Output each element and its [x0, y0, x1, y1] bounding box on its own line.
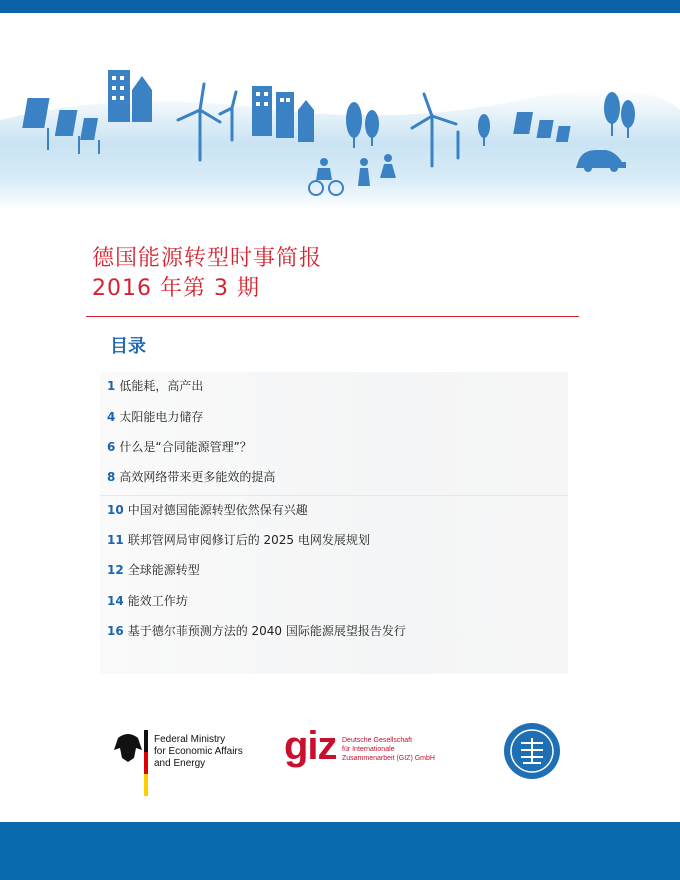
title-divider [86, 316, 579, 317]
bmwi-line: for Economic Affairs [154, 746, 243, 757]
giz-wordmark: giz [284, 724, 337, 768]
toc-page-number: 4 [107, 410, 116, 424]
giz-line: für Internationale [342, 746, 395, 753]
toc-item-label: 中国对德国能源转型依然保有兴趣 [127, 503, 308, 517]
energy-center-seal-icon [503, 722, 561, 780]
bmwi-line: and Energy [154, 758, 206, 769]
toc-item-label: 基于德尔菲预测方法的 2040 国际能源展望报告发行 [127, 624, 406, 638]
bmwi-text [154, 734, 243, 770]
toc-page-number: 16 [107, 624, 124, 638]
toc-heading: 目录 [110, 336, 146, 357]
toc-item-label: 什么是“合同能源管理”？ [119, 440, 252, 454]
newsletter-title: 德国能源转型时事简报 [92, 246, 323, 271]
toc-item-label: 高效网络带来更多能效的提高 [119, 470, 276, 484]
toc-page-number: 11 [107, 533, 124, 547]
toc-item-label: 能效工作坊 [127, 594, 188, 608]
bmwi-logo [108, 728, 243, 800]
toc-separator [100, 495, 568, 496]
bottom-color-bar [0, 822, 680, 880]
giz-line: Deutsche Gesellschaft [342, 737, 413, 744]
top-color-bar [0, 0, 680, 13]
toc-item[interactable] [107, 561, 200, 578]
toc-item[interactable] [107, 531, 370, 548]
toc-page-number: 14 [107, 594, 124, 608]
giz-text [342, 736, 435, 763]
toc-item-label: 全球能源转型 [127, 563, 200, 577]
toc-item[interactable] [107, 408, 203, 425]
toc-item[interactable] [107, 438, 252, 455]
toc-page-number: 12 [107, 563, 124, 577]
bmwi-line: Federal Ministry [154, 734, 226, 745]
toc-page-number: 10 [107, 503, 124, 517]
toc-item[interactable] [107, 622, 406, 639]
giz-line: Zusammenarbeit (GIZ) GmbH [342, 755, 435, 762]
toc-item-label: 低能耗，高产出 [119, 379, 204, 393]
toc-page-number: 1 [107, 379, 116, 393]
toc-item[interactable] [107, 592, 188, 609]
toc-item-label: 联邦管网局审阅修订后的 2025 电网发展规划 [127, 533, 370, 547]
federal-eagle-icon [108, 728, 148, 798]
toc-page-number: 6 [107, 440, 116, 454]
toc-item[interactable] [107, 377, 203, 394]
issue-number: 2016 年第 3 期 [92, 276, 260, 301]
title-block [92, 244, 322, 304]
toc-item-label: 太阳能电力储存 [119, 410, 204, 424]
toc-page-number: 8 [107, 470, 116, 484]
toc-item[interactable] [107, 468, 275, 485]
toc-item[interactable] [107, 501, 308, 518]
giz-logo [284, 724, 444, 775]
city-banner-illustration [0, 50, 680, 210]
